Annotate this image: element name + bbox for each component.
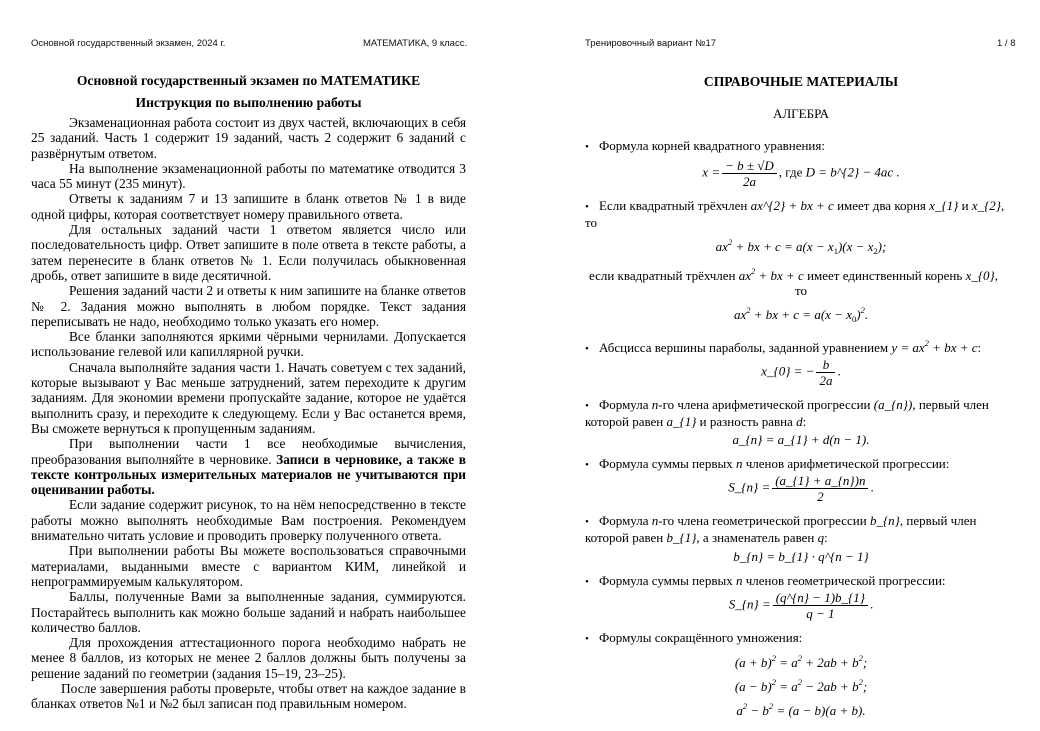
geometric-term-block [585, 513, 1017, 564]
bullet-icon: • [585, 576, 589, 588]
formula-part: b_{1} [666, 530, 697, 545]
paragraph-text: При выполнении части 1 все необходимые вычисления, преобразования выполняйте в черновике. [31, 436, 466, 467]
formula-part: ax^{2} + bx + c [750, 198, 834, 213]
paragraph: При выполнении работы Вы можете воспользоваться справочными материалами, выданными вместе с вариантом КИМ, линейкой и непрограммируемым калькулятором. [31, 543, 466, 589]
label: . [837, 363, 841, 379]
label: -го члена арифметической прогрессии [658, 397, 871, 412]
label: , то [585, 198, 1005, 230]
label: Формула корней квадратного уравнения: [599, 138, 825, 153]
formula: $a^2 - b^2 = (a - b)(a + b)$. [736, 701, 866, 718]
label: . [870, 479, 874, 495]
fraction [816, 357, 835, 388]
factorization-block [585, 198, 1017, 327]
formula: $ax^2$ + bx + $c = a(x - x_1)(x - x_2)$; [715, 237, 887, 256]
formula-part: S_{n} = [728, 596, 771, 612]
label: Формула [599, 513, 649, 528]
numerator: (q^{n} − 1)b_{1} [773, 590, 868, 606]
vertex-block [585, 336, 1017, 388]
formula-part: d [796, 414, 803, 429]
formula-part: n [735, 456, 743, 471]
fraction [772, 473, 868, 504]
formula: $(a - b)^2 = a^2 - 2ab + b^2$; [734, 677, 868, 694]
label: : [977, 340, 982, 355]
bullet-icon: • [585, 459, 589, 471]
denominator: 2a [819, 373, 833, 388]
label: если квадратный трёхчлен [589, 268, 736, 283]
formula-part: a_{1} [666, 414, 697, 429]
label: имеет два корня [837, 198, 926, 213]
bullet-icon: • [585, 516, 589, 528]
header-subject: МАТЕМАТИКА, 9 класс. [363, 38, 468, 49]
formula-part: $ax^2$ + bx + c [738, 266, 804, 283]
paragraph: Для остальных заданий части 1 ответом является число или последовательность цифр. Ответ запишите в поле ответа в тексте работы, а затем перенесите в бланк ответов № 1. Если получилась обыкновенная дробь, ответ запишите в виде десятичной. [31, 222, 466, 283]
denominator: 2a [742, 174, 756, 189]
bullet-icon: • [585, 400, 589, 412]
bullet-icon: • [585, 633, 589, 645]
label: . [869, 596, 874, 612]
paragraph: Сначала выполняйте задания части 1. Начать советуем с тех заданий, которые вызывают у Вас меньше затруднений, затем переходите к другим заданиям. Для экономии времени пропускайте задание, которое не удаётся выполнить сразу, и переходите к следующему. Если у Вас останется время, Вы сможете вернуться к пропущенным заданиям. [31, 359, 466, 436]
fraction [773, 590, 868, 621]
paragraph: Экзаменационная работа состоит из двух частей, включающих в себя 25 заданий. Часть 1 содержит 19 заданий, часть 2 содержит 6 заданий с развёрнутым ответом. [31, 115, 466, 161]
bold-note: Записи в черновике, а также в тексте контрольных измерительных материалов не учитываются при оценивании работы. [31, 451, 466, 498]
quadratic-roots-block [585, 138, 1017, 189]
formula-part: n [651, 397, 659, 412]
paragraph: Все бланки заполняются яркими чёрными чернилами. Допускается использование гелевой или капиллярной ручки. [31, 329, 466, 360]
label: то [794, 283, 807, 298]
denominator: 2 [817, 489, 824, 504]
short-multiplication-block [585, 630, 1017, 718]
denominator: q − 1 [806, 606, 835, 621]
header-exam-name: Основной государственный экзамен, 2024 г. [31, 38, 226, 49]
numerator: − b ± √D [722, 158, 777, 174]
header-variant: Тренировочный вариант №17 [585, 38, 717, 49]
paragraph: Баллы, полученные Вами за выполненные задания, суммируются. Постарайтесь выполнить как можно больше заданий и набрать наибольшее количество баллов. [31, 589, 466, 635]
bullet-icon: • [585, 201, 589, 213]
paragraph: Ответы к заданиям 7 и 13 запишите в бланк ответов № 1 в виде одной цифры, которая соответствует номеру правильного ответа. [31, 191, 466, 222]
label: и разность равна [699, 414, 793, 429]
label: -го члена геометрической прогрессии [658, 513, 867, 528]
formula-part: q [817, 530, 825, 545]
paragraph: Решения заданий части 2 и ответы к ним запишите на бланке ответов № 2. Задания можно выполнять в любом порядке. Текст задания переписывать не надо, необходимо только указать его номер. [31, 283, 466, 329]
formula-part: S_{n} = [728, 479, 771, 495]
label: : [824, 530, 828, 545]
formula-part: n [735, 573, 743, 588]
paragraph: После завершения работы проверьте, чтобы ответ на каждое задание в бланках ответов №1 и №2 был записан под правильным номером. [31, 680, 466, 712]
geometric-sum-block [585, 573, 1017, 621]
paragraph: Для прохождения аттестационного порога необходимо набрать не менее 8 баллов, из которых не менее 2 баллов должны быть получены за решение заданий по геометрии (задания 15–19, 23–25). [31, 635, 466, 681]
arithmetic-sum-block [585, 456, 1017, 504]
label: : [802, 414, 807, 429]
formula: $(a + b)^2 = a^2 + 2ab + b^2$; [734, 653, 868, 670]
formula-part: b_{n} [869, 513, 900, 528]
formula: a_{n} = a_{1} + d(n − 1). [732, 432, 870, 447]
label: , [994, 268, 998, 283]
formula-part: x_{0} [965, 268, 995, 283]
formula: b_{n} = b_{1} · q^{n − 1} [733, 549, 869, 564]
formula-part: $y = ax^2$ + bx + c [891, 338, 978, 355]
label: Формула суммы первых [599, 573, 733, 588]
formula-part: x_{1} [929, 198, 959, 213]
label: Формулы сокращённого умножения: [599, 630, 803, 645]
paragraph: Если задание содержит рисунок, то на нём непосредственно в тексте работы можно выполнять необходимые Вам построения. Рекомендуем внимательно читать условие и проводить проверку полученного ответа. [31, 497, 466, 544]
label: имеет единственный корень [807, 268, 963, 283]
label: Формула суммы первых [599, 456, 733, 471]
label: , первый член которой равен [585, 513, 977, 545]
reference-title: СПРАВОЧНЫЕ МАТЕРИАЛЫ [703, 74, 899, 89]
bullet-icon: • [585, 141, 589, 153]
document-title: Основной государственный экзамен по МАТЕМАТИКЕ [76, 73, 421, 88]
reference-page [585, 74, 1017, 718]
bullet-icon: • [585, 343, 589, 355]
label: , а знаменатель равен [696, 530, 815, 545]
formula-part: x_{0} = − [761, 363, 815, 379]
numerator: b [816, 357, 835, 373]
section-title: АЛГЕБРА [772, 106, 830, 121]
fraction [722, 158, 777, 189]
label: и [961, 198, 969, 213]
formula-part: x_{2} [971, 198, 1001, 213]
formula-part: x = [702, 164, 721, 180]
formula-part: n [651, 513, 659, 528]
arithmetic-term-block [585, 397, 1017, 447]
discriminant-formula: D = b^{2} − 4ac . [805, 164, 900, 180]
label: Абсцисса вершины параболы, заданной уравнением [599, 340, 889, 355]
header-page-number: 1 / 8 [997, 38, 1016, 49]
label: Если квадратный трёхчлен [599, 198, 748, 213]
formula: $ax^2$ + bx + $c = a(x - x_0)^2$. [733, 305, 869, 324]
instructions-page [31, 73, 466, 712]
label: , первый член которой равен [585, 397, 989, 429]
paragraph: На выполнение экзаменационной работы по математике отводится 3 часа 55 минут (235 минут). [31, 160, 466, 192]
label: Формула [599, 397, 649, 412]
label: членов геометрической прогрессии: [745, 573, 946, 588]
label: , где [778, 164, 803, 180]
formula-part: (a_{n}) [873, 397, 913, 412]
numerator: (a_{1} + a_{n})n [772, 473, 868, 489]
instructions-title: Инструкция по выполнению работы [135, 95, 362, 110]
paragraph-draft-note [31, 436, 466, 497]
label: членов арифметической прогрессии: [745, 456, 950, 471]
